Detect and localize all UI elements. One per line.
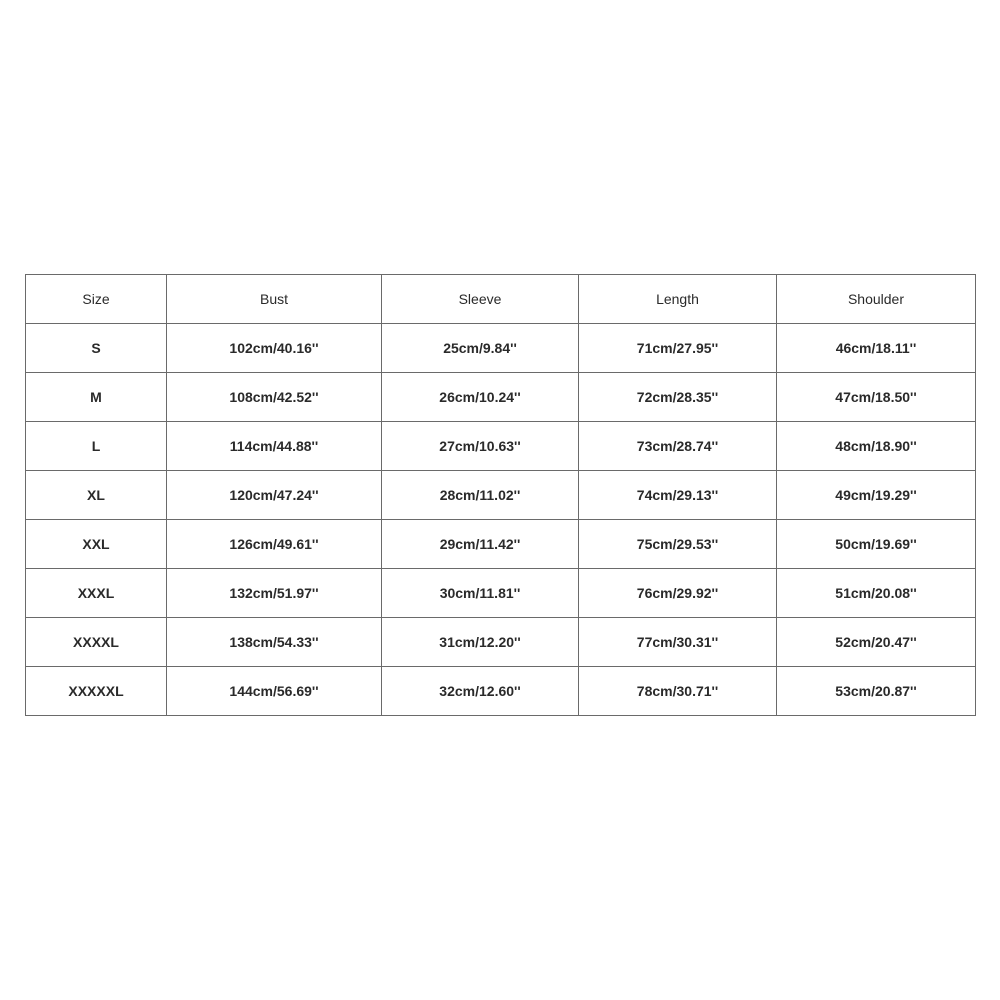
header-shoulder: Shoulder	[777, 275, 976, 324]
cell-length: 71cm/27.95''	[579, 324, 777, 373]
cell-size: XXL	[26, 520, 167, 569]
cell-length: 76cm/29.92''	[579, 569, 777, 618]
cell-size: XXXXXL	[26, 667, 167, 716]
cell-bust: 144cm/56.69''	[167, 667, 382, 716]
table-row	[26, 373, 976, 422]
cell-size: XXXL	[26, 569, 167, 618]
cell-shoulder: 53cm/20.87''	[777, 667, 976, 716]
cell-length: 72cm/28.35''	[579, 373, 777, 422]
cell-sleeve: 28cm/11.02''	[382, 471, 579, 520]
cell-sleeve: 32cm/12.60''	[382, 667, 579, 716]
table-row	[26, 618, 976, 667]
cell-sleeve: 26cm/10.24''	[382, 373, 579, 422]
cell-size: L	[26, 422, 167, 471]
table-row	[26, 422, 976, 471]
size-chart-table	[25, 274, 976, 716]
header-sleeve: Sleeve	[382, 275, 579, 324]
cell-length: 78cm/30.71''	[579, 667, 777, 716]
cell-size: XL	[26, 471, 167, 520]
cell-size: XXXXL	[26, 618, 167, 667]
cell-length: 74cm/29.13''	[579, 471, 777, 520]
table-row	[26, 520, 976, 569]
cell-shoulder: 49cm/19.29''	[777, 471, 976, 520]
header-bust: Bust	[167, 275, 382, 324]
cell-sleeve: 31cm/12.20''	[382, 618, 579, 667]
table-row	[26, 324, 976, 373]
cell-shoulder: 52cm/20.47''	[777, 618, 976, 667]
cell-length: 73cm/28.74''	[579, 422, 777, 471]
cell-bust: 114cm/44.88''	[167, 422, 382, 471]
cell-sleeve: 27cm/10.63''	[382, 422, 579, 471]
header-length: Length	[579, 275, 777, 324]
header-size: Size	[26, 275, 167, 324]
cell-shoulder: 46cm/18.11''	[777, 324, 976, 373]
cell-bust: 132cm/51.97''	[167, 569, 382, 618]
cell-sleeve: 29cm/11.42''	[382, 520, 579, 569]
table-header	[26, 275, 976, 324]
table-row	[26, 471, 976, 520]
table-row	[26, 569, 976, 618]
cell-bust: 126cm/49.61''	[167, 520, 382, 569]
cell-shoulder: 48cm/18.90''	[777, 422, 976, 471]
cell-shoulder: 50cm/19.69''	[777, 520, 976, 569]
cell-bust: 120cm/47.24''	[167, 471, 382, 520]
cell-bust: 108cm/42.52''	[167, 373, 382, 422]
cell-bust: 102cm/40.16''	[167, 324, 382, 373]
cell-length: 77cm/30.31''	[579, 618, 777, 667]
cell-size: S	[26, 324, 167, 373]
cell-size: M	[26, 373, 167, 422]
cell-sleeve: 25cm/9.84''	[382, 324, 579, 373]
table-body	[26, 324, 976, 716]
cell-sleeve: 30cm/11.81''	[382, 569, 579, 618]
cell-shoulder: 51cm/20.08''	[777, 569, 976, 618]
cell-length: 75cm/29.53''	[579, 520, 777, 569]
table-row	[26, 667, 976, 716]
cell-shoulder: 47cm/18.50''	[777, 373, 976, 422]
cell-bust: 138cm/54.33''	[167, 618, 382, 667]
header-row	[26, 275, 976, 324]
